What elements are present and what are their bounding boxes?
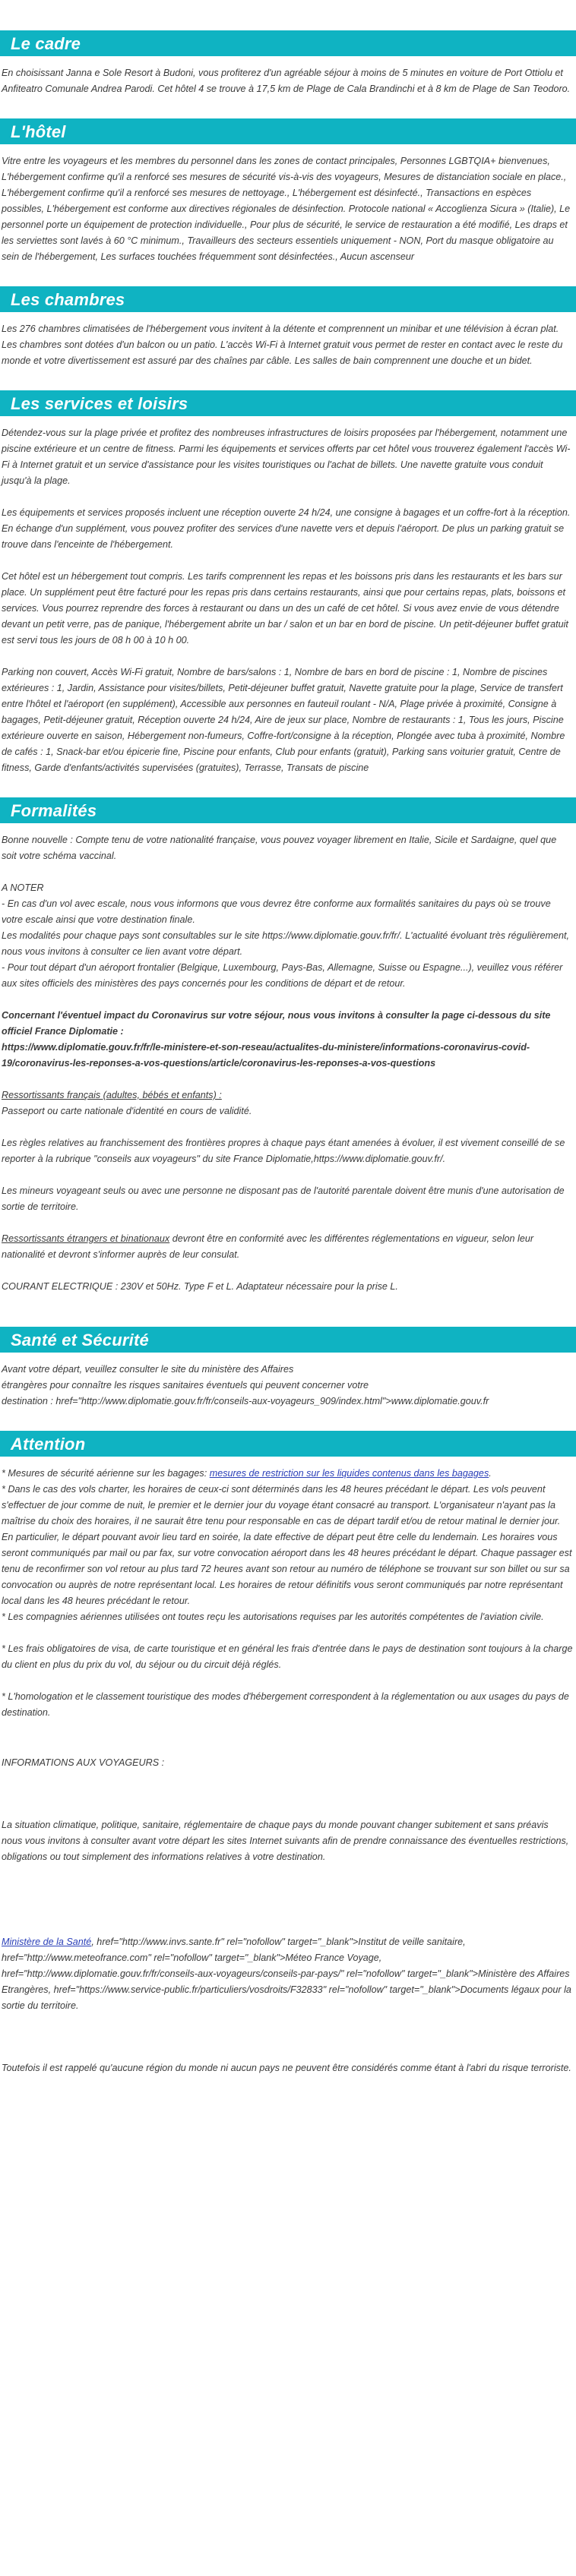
formalites-note: A NOTER - En cas d'un vol avec escale, nous vous informons que vous devrez être conforme aux formalités sanitaires du pays où se trouve votre escale ainsi que votre destination finale. Les modalités pour chaque pays sont consultables sur le site https://www.diplomatie.gouv.fr/fr/. L'actualité évoluant très régulièrement, nous vous invitons à consulter ce lien avant votre départ. - Pour tout départ d'un aéroport frontalier (Belgique, Luxembourg, Pays-Bas, Allemagne, Suisse ou Espagne...), veuillez vous référer aux sites officiels des ministères des pays concernés pour les conditions de départ et de retour.: [2, 882, 569, 989]
cadre-text: En choisissant Janna e Sole Resort à Budoni, vous profiterez d'un agréable séjour à moins de 5 minutes en voiture de Port Ottiolu et Anfiteatro Comunale Andrea Parodi. Cet hôtel 4 se trouve à 17,5 km de Plage de Cala Brandinchi et à 8 km de Plage de San Teodoro.: [2, 68, 571, 94]
attention-info-heading: INFORMATIONS AUX VOYAGEURS :: [2, 1757, 165, 1768]
services-all-inclusive: Cet hôtel est un hébergement tout compris. Les tarifs comprennent les repas et les boissons pris dans les restaurants et les bars sur place. Un supplément peut être facturé pour les repas pris dans certains restaurants, ainsi que pour certains repas, plats, boissons et services. Vous pourrez reprendre des forces à restaurant ou dans un des un café de cet hôtel. Si vous avez envie de vous détendre devant un petit verre, pas de panique, l'hébergement abrite un bar / salon et un bar en bord de piscine. Un petit-déjeuner buffet gratuit est servi tous les jours de 08 h 00 à 10 h 00.: [2, 571, 568, 646]
attention-baggage-suffix: .: [489, 1468, 492, 1479]
formalites-french-nationals-text: Passeport ou carte nationale d'identité en cours de validité.: [2, 1106, 252, 1116]
section-cadre: [0, 30, 576, 97]
attention-baggage-label: * Mesures de sécurité aérienne sur les bagages:: [2, 1468, 210, 1479]
services-intro: Détendez-vous sur la plage privée et profitez des nombreuses infrastructures de loisirs proposées par l'hébergement, notamment une piscine extérieure et un centre de fitness. Parmi les équipements et services offerts par cet hôtel vous trouverez également l'accès Wi-Fi à Internet gratuit et un service d'assistance pour les visites touristiques ou l'achat de billets. Une navette gratuite vous conduit jusqu'à la plage.: [2, 428, 571, 486]
hotel-text: Vitre entre les voyageurs et les membres du personnel dans les zones de contact principales, Personnes LGBTQIA+ bienvenues, L'hébergement confirme qu'il a renforcé ses mesures de sécurité vis-à-vis des voyageurs, Mesures de distanciation sociale en place., L'hébergement confirme qu'il a renforcé ses mesures de nettoyage., L'hébergement est désinfecté., Transactions en espèces possibles, L'hébergement est conforme aux directives régionales de désinfection. Protocole national « Accoglienza Sicura » (Italie), Le personnel porte un équipement de protection individuelle., Pour plus de sécurité, le service de restauration a été modifié, Les draps et les serviettes sont lavés à 60 °C minimum., Travailleurs des secteurs essentiels uniquement - NON, Port du masque obligatoire au sein de l'hébergement, Les surfaces touchées fréquemment sont désinfectées., Aucun ascenseur: [2, 156, 571, 262]
attention-classification: * L'homologation et le classement touristique des modes d'hébergement correspondent à la réglementation ou aux usages du pays de destination.: [2, 1691, 569, 1718]
formalites-foreign-nationals: [2, 1231, 573, 1263]
sante-text: Avant votre départ, veuillez consulter le site du ministère des Affaires étrangères pour connaître les risques sanitaires éventuels qui peuvent concerner votre destination : href="http://www.diplomatie.gouv.fr/fr/conseils-aux-voyageurs_909/index.html">www.diplomatie.gouv.fr: [2, 1364, 489, 1406]
attention-flights: [2, 1466, 573, 1625]
section-title-hotel: L'hôtel: [0, 118, 576, 144]
section-title-services: Les services et loisirs: [0, 390, 576, 416]
formalites-electric: COURANT ELECTRIQUE : 230V et 50Hz. Type F et L. Adaptateur nécessaire pour la prise L.: [2, 1281, 398, 1292]
attention-visa-fees: * Les frais obligatoires de visa, de carte touristique et en général les frais d'entrée dans le pays de destination sont toujours à la charge du client en plus du prix du vol, du séjour ou du circuit déjà réglés.: [2, 1643, 573, 1670]
section-title-cadre: Le cadre: [0, 30, 576, 56]
section-attention: [0, 1431, 576, 2076]
section-hotel: [0, 118, 576, 265]
attention-links-text: , href="http://www.invs.sante.fr" rel="nofollow" target="_blank">Institut de veille sanitaire, href="http://www.meteofrance.com" rel="nofollow" target="_blank">Méteo France Voyage, href="http://www.diplomatie.gouv.fr/fr/conseils-aux-voyageurs/conseils-par-pays/" rel="nofollow" target="_blank">Ministère des Affaires Etrangères, href="https://www.service-public.fr/particuliers/vosdroits/F32833" rel="nofollow" target="_blank">Documents légaux pour la sortie du territoire.: [2, 1937, 571, 2011]
baggage-liquids-link[interactable]: mesures de restriction sur les liquides contenus dans les bagages: [209, 1468, 489, 1479]
formalites-minors: Les mineurs voyageant seuls ou avec une personne ne disposant pas de l'autorité parentale doivent être munis d'une autorisation de sortie de territoire.: [2, 1185, 565, 1212]
section-chambres: [0, 286, 576, 369]
section-title-chambres: Les chambres: [0, 286, 576, 312]
section-title-attention: Attention: [0, 1431, 576, 1457]
section-services: [0, 390, 576, 776]
attention-links: [2, 1934, 573, 2014]
services-equipment: Les équipements et services proposés incluent une réception ouverte 24 h/24, une consigne à bagages et un coffre-fort à la réception. En échange d'un supplément, vous pouvez profiter des services d'une navette vers et depuis l'aéroport. De plus un parking gratuit se trouve dans l'enceinte de l'hébergement.: [2, 507, 571, 550]
formalites-foreign-nationals-text: devront être en conformité avec les différentes réglementations en vigueur, selon leur nationalité et devront s'informer auprès de leur consulat.: [2, 1233, 534, 1260]
formalites-border-rules: Les règles relatives au franchissement des frontières propres à chaque pays étant amenées à évoluer, il est vivement conseillé de se reporter à la rubrique "conseils aux voyageurs" du site France Diplomatie,https://www.diplomatie.gouv.fr/.: [2, 1138, 565, 1164]
chambres-text: Les 276 chambres climatisées de l'hébergement vous invitent à la détente et comprennent un minibar et une télévision à écran plat. Les chambres sont dotées d'un balcon ou un patio. L'accès Wi-Fi à Internet gratuit vous permet de rester en contact avec le reste du monde et votre divertissement est assuré par des chaînes par câble. Les salles de bain comprennent une douche et un bidet.: [2, 324, 563, 366]
attention-terrorism: Toutefois il est rappelé qu'aucune région du monde ni aucun pays ne peuvent être considérés comme étant à l'abri du risque terroriste.: [2, 2063, 571, 2073]
section-title-sante: Santé et Sécurité: [0, 1327, 576, 1353]
section-title-formalites: Formalités: [0, 797, 576, 823]
formalites-french-nationals: [2, 1088, 573, 1119]
ministere-sante-link[interactable]: Ministère de la Santé: [2, 1937, 92, 1947]
formalites-french-nationals-title: Ressortissants français (adultes, bébés et enfants) :: [2, 1090, 222, 1100]
services-amenities-list: Parking non couvert, Accès Wi-Fi gratuit, Nombre de bars/salons : 1, Nombre de bars en bord de piscine : 1, Nombre de piscines extérieures : 1, Jardin, Assistance pour visites/billets, Petit-déjeuner buffet gratuit, Navette gratuite pour la plage, Service de transfert entre l'hôtel et l'aéroport (en supplément), Accessible aux personnes en fauteuil roulant - N/A, Plage privée à proximité, Consigne à bagages, Petit-déjeuner gratuit, Réception ouverte 24 h/24, Aire de jeux sur place, Nombre de restaurants : 1, Tous les jours, Piscine extérieure ouverte en saison, Hébergement non-fumeurs, Coffre-fort/consigne à la réception, Plongée avec tuba à proximité, Nombre de cafés : 1, Snack-bar et/ou épicerie fine, Piscine pour enfants, Club pour enfants (gratuit), Parking sans voiturier gratuit, Centre de fitness, Garde d'enfants/activités supervisées (gratuites), Terrasse, Transats de piscine: [2, 667, 565, 773]
attention-charter-text: * Dans le cas des vols charter, les horaires de ceux-ci sont déterminés dans les 48 heures précédant le départ. Les vols peuvent s'effectuer de jour comme de nuit, le premier et le dernier jour du voyage étant consacré au transport. L'organisateur n'ayant pas la maîtrise du choix des horaires, il ne saurait être tenu pour responsable en cas de départ tardif et/ou de retour matinal le dernier jour. En particulier, le départ pouvant avoir lieu tard en soirée, la date effective de départ peut être celle du lendemain. Les horaires vous seront communiqués par mail ou par fax, sur votre convocation aéroport dans les 48 heures précédant le départ. Chaque passager est tenu de reconfirmer son vol retour au plus tard 72 heures avant son retour au numéro de téléphone se trouvant sur son billet ou sur sa convocation ou auprès de notre représentant local. Les horaires de retour définitifs vous seront communiqués par notre représentant local dans les 48 heures précédant le retour. * Les compagnies aériennes utilisées ont toutes reçu les autorisations requises par les autorités compétentes de l'aviation civile.: [2, 1484, 572, 1622]
formalites-coronavirus: Concernant l'éventuel impact du Coronavirus sur votre séjour, nous vous invitons à consulter la page ci-dessous du site officiel France Diplomatie : https://www.diplomatie.gouv.fr/fr/le-ministere-et-son-reseau/actualites-du-ministere/informations-coronavirus-covid-19/coronavirus-les-reponses-a-vos-questions/article/coronavirus-les-reponses-a-vos-questions: [2, 1010, 551, 1069]
formalites-foreign-nationals-title: Ressortissants étrangers et binationaux: [2, 1233, 170, 1244]
attention-situation: La situation climatique, politique, sanitaire, réglementaire de chaque pays du monde pouvant changer subitement et sans préavis nous vous invitons à consulter avant votre départ les sites Internet suivants afin de prendre connaissance des éventuelles restrictions, obligations ou tout simplement des informations relatives à votre destination.: [2, 1820, 569, 1862]
formalites-good-news: Bonne nouvelle : Compte tenu de votre nationalité française, vous pouvez voyager librement en Italie, Sicile et Sardaigne, quel que soit votre schéma vaccinal.: [2, 835, 557, 861]
section-sante: [0, 1327, 576, 1410]
section-formalites: [0, 797, 576, 1295]
